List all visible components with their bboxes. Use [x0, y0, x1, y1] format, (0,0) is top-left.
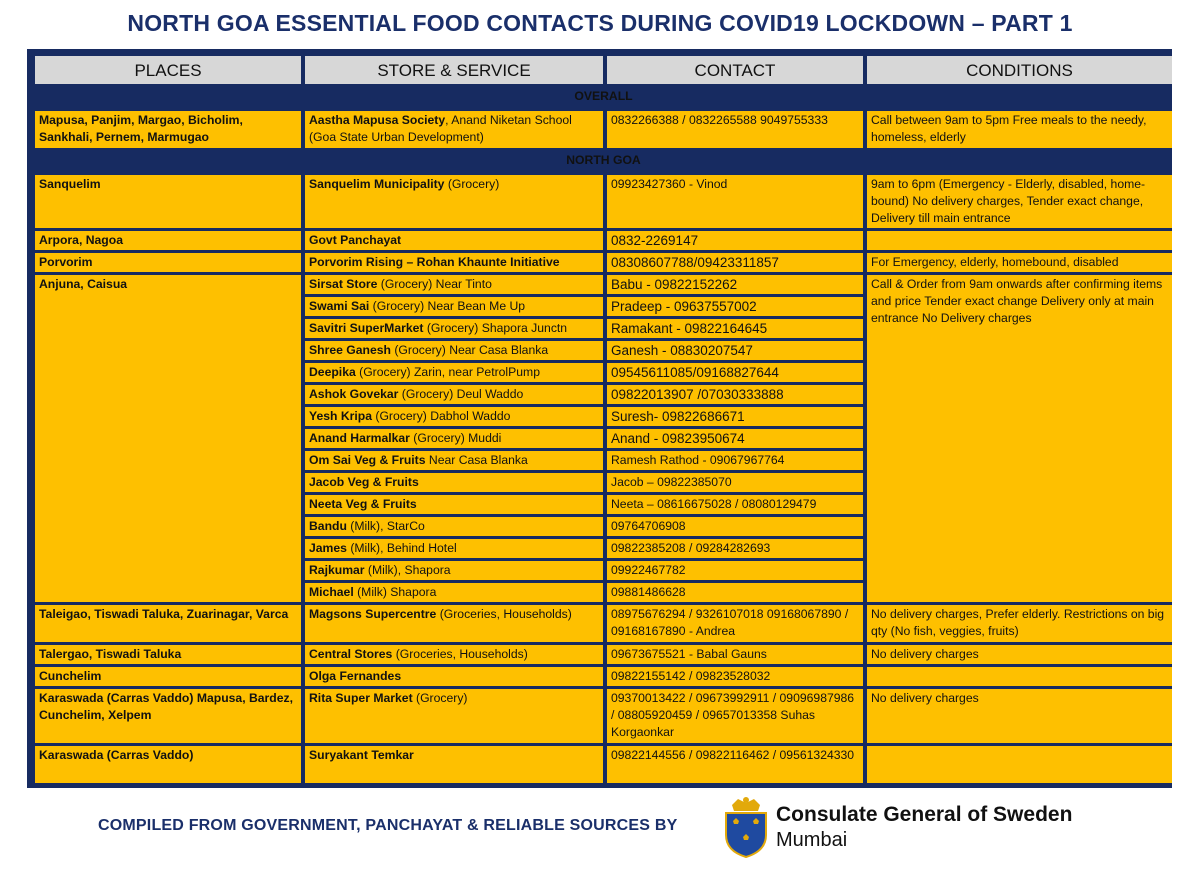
table-row [35, 689, 1172, 743]
store-detail: (Grocery) Muddi [409, 431, 502, 445]
store-cell [305, 275, 603, 294]
contact-cell: 08975676294 / 9326107018 09168067890 / 09168167890 - Andrea [607, 605, 863, 642]
contact-cell: Ganesh - 08830207547 [607, 341, 863, 360]
contact-cell: 09923427360 - Vinod [607, 175, 863, 228]
store-cell [305, 341, 603, 360]
store-name: Yesh Kripa [309, 409, 372, 423]
contact-cell: 09822013907 /07030333888 [607, 385, 863, 404]
contacts-table [31, 53, 1176, 786]
contact-cell: 09881486628 [607, 583, 863, 602]
conditions-cell [867, 746, 1172, 783]
store-cell [305, 539, 603, 558]
contact-cell: Pradeep - 09637557002 [607, 297, 863, 316]
place-cell: Porvorim [35, 253, 301, 272]
store-name: Suryakant Temkar [309, 748, 414, 762]
conditions-cell: No delivery charges [867, 689, 1172, 743]
store-cell [305, 253, 603, 272]
store-cell [305, 451, 603, 470]
store-name: Aastha Mapusa Society [309, 113, 446, 127]
anjuna-group [35, 275, 1172, 602]
store-detail: (Grocery) Zarin, near PetrolPump [355, 365, 540, 379]
place-cell: Taleigao, Tiswadi Taluka, Zuarinagar, Varca [35, 605, 301, 642]
conditions-cell: 9am to 6pm (Emergency - Elderly, disabled, home-bound) No delivery charges, Tender exact change, Delivery till main entrance [867, 175, 1172, 228]
place-cell: Sanquelim [35, 175, 301, 228]
table-row [35, 231, 1172, 250]
contact-cell: Neeta – 08616675028 / 08080129479 [607, 495, 863, 514]
page-title: NORTH GOA ESSENTIAL FOOD CONTACTS DURING COVID19 LOCKDOWN – PART 1 [127, 10, 1073, 36]
store-cell [305, 605, 603, 642]
place-cell: Karaswada (Carras Vaddo) [35, 746, 301, 783]
conditions-cell: No delivery charges, Prefer elderly. Restrictions on big qty (No fish, veggies, fruits) [867, 605, 1172, 642]
contact-cell: 09822155142 / 09823528032 [607, 667, 863, 686]
header-row [35, 56, 1172, 84]
store-name: Sanquelim Municipality [309, 177, 445, 191]
table-row [35, 667, 1172, 686]
store-name: James [309, 541, 347, 555]
consulate-line1: Consulate General of Sweden [776, 803, 1073, 826]
store-name: Rita Super Market [309, 691, 413, 705]
contact-cell: Anand - 09823950674 [607, 429, 863, 448]
place-cell: Arpora, Nagoa [35, 231, 301, 250]
store-cell [305, 561, 603, 580]
store-name: Michael [309, 585, 354, 599]
contact-cell: 09370013422 / 09673992911 / 09096987986 / 08805920459 / 09657013358 Suhas Korgaonkar [607, 689, 863, 743]
header-conditions: CONDITIONS [867, 56, 1172, 84]
table-row [35, 746, 1172, 783]
contact-cell: Ramesh Rathod - 09067967764 [607, 451, 863, 470]
store-name: Jacob Veg & Fruits [309, 475, 419, 489]
contact-cell: 0832-2269147 [607, 231, 863, 250]
store-name: Bandu [309, 519, 347, 533]
store-name: Swami Sai [309, 299, 370, 313]
consulate-line2: Mumbai [776, 829, 848, 851]
store-cell [305, 473, 603, 492]
table-row [35, 645, 1172, 664]
store-cell [305, 175, 603, 228]
store-detail: (Milk) Shapora [353, 585, 437, 599]
store-name: Magsons Supercentre [309, 607, 437, 621]
store-detail: (Milk), Behind Hotel [346, 541, 457, 555]
table-row [35, 253, 1172, 272]
sweden-crown-logo-icon [722, 795, 770, 859]
place-cell: Anjuna, Caisua [35, 275, 301, 602]
store-cell [305, 363, 603, 382]
conditions-cell [867, 231, 1172, 250]
table-row [35, 175, 1172, 228]
store-cell [305, 517, 603, 536]
contact-cell: 09922467782 [607, 561, 863, 580]
store-detail: (Grocery) Near Tinto [377, 277, 492, 291]
contact-cell: 09545611085/09168827644 [607, 363, 863, 382]
compiled-by-text: COMPILED FROM GOVERNMENT, PANCHAYAT & RELIABLE SOURCES BY [98, 817, 678, 834]
section-row-overall [35, 87, 1172, 108]
store-cell [305, 385, 603, 404]
store-cell [305, 583, 603, 602]
place-cell: Cunchelim [35, 667, 301, 686]
contact-cell: Suresh- 09822686671 [607, 407, 863, 426]
section-overall: OVERALL [35, 87, 1172, 108]
store-cell [305, 429, 603, 448]
store-detail: Near Casa Blanka [425, 453, 528, 467]
store-detail: , Anand Niketan School (Goa State Urban Development) [309, 113, 572, 144]
store-name: Deepika [309, 365, 356, 379]
section-row-north-goa [35, 151, 1172, 172]
header-contact: CONTACT [607, 56, 863, 84]
store-cell [305, 667, 603, 686]
table-row [35, 605, 1172, 642]
store-detail: (Groceries, Households) [436, 607, 572, 621]
store-cell [305, 319, 603, 338]
store-detail: (Grocery) Shapora Junctn [423, 321, 568, 335]
store-cell [305, 746, 603, 783]
place-cell: Mapusa, Panjim, Margao, Bicholim, Sankhali, Pernem, Marmugao [35, 111, 301, 148]
store-cell [305, 645, 603, 664]
place-cell: Karaswada (Carras Vaddo) Mapusa, Bardez, Cunchelim, Xelpem [35, 689, 301, 743]
contact-cell: 09764706908 [607, 517, 863, 536]
contact-cell: Jacob – 09822385070 [607, 473, 863, 492]
store-detail: (Grocery) [444, 177, 500, 191]
conditions-cell: Call & Order from 9am onwards after confirming items and price Tender exact change Delivery only at main entrance No Delivery charges [867, 275, 1172, 602]
consulate-name [776, 802, 1072, 852]
store-name: Shree Ganesh [309, 343, 391, 357]
store-name: Om Sai Veg & Fruits [309, 453, 426, 467]
section-north-goa: NORTH GOA [35, 151, 1172, 172]
conditions-cell: Call between 9am to 5pm Free meals to the needy, homeless, elderly [867, 111, 1172, 148]
store-cell [305, 407, 603, 426]
store-detail: (Grocery) Near Bean Me Up [369, 299, 526, 313]
store-detail: (Grocery) Near Casa Blanka [390, 343, 549, 357]
contact-cell: 09673675521 - Babal Gauns [607, 645, 863, 664]
store-detail: (Grocery) Deul Waddo [398, 387, 524, 401]
contact-cell: Babu - 09822152262 [607, 275, 863, 294]
conditions-cell: No delivery charges [867, 645, 1172, 664]
store-detail: (Milk), Shapora [364, 563, 451, 577]
conditions-cell [867, 667, 1172, 686]
table-row [35, 275, 1172, 294]
store-cell [305, 111, 603, 148]
contacts-table-board [27, 49, 1172, 788]
store-name: Rajkumar [309, 563, 365, 577]
store-name: Sirsat Store [309, 277, 378, 291]
store-name: Govt Panchayat [309, 233, 402, 247]
store-detail: (Grocery) [412, 691, 468, 705]
contact-cell: 0832266388 / 0832265588 9049755333 [607, 111, 863, 148]
store-cell [305, 689, 603, 743]
contact-cell: Ramakant - 09822164645 [607, 319, 863, 338]
store-name: Ashok Govekar [309, 387, 399, 401]
store-name: Central Stores [309, 647, 393, 661]
contact-cell: 09822385208 / 09284282693 [607, 539, 863, 558]
place-cell: Talergao, Tiswadi Taluka [35, 645, 301, 664]
store-name: Porvorim Rising – Rohan Khaunte Initiative [309, 255, 560, 269]
contact-cell: 08308607788/09423311857 [607, 253, 863, 272]
store-detail: (Milk), StarCo [346, 519, 425, 533]
header-places: PLACES [35, 56, 301, 84]
store-detail: (Groceries, Households) [392, 647, 528, 661]
contact-cell: 09822144556 / 09822116462 / 09561324330 [607, 746, 863, 783]
store-name: Neeta Veg & Fruits [309, 497, 417, 511]
store-cell [305, 495, 603, 514]
store-cell [305, 231, 603, 250]
store-detail: (Grocery) Dabhol Waddo [372, 409, 511, 423]
store-name: Anand Harmalkar [309, 431, 410, 445]
header-store: STORE & SERVICE [305, 56, 603, 84]
store-cell [305, 297, 603, 316]
conditions-cell: For Emergency, elderly, homebound, disabled [867, 253, 1172, 272]
store-name: Savitri SuperMarket [309, 321, 424, 335]
table-row [35, 111, 1172, 148]
store-name: Olga Fernandes [309, 669, 402, 683]
